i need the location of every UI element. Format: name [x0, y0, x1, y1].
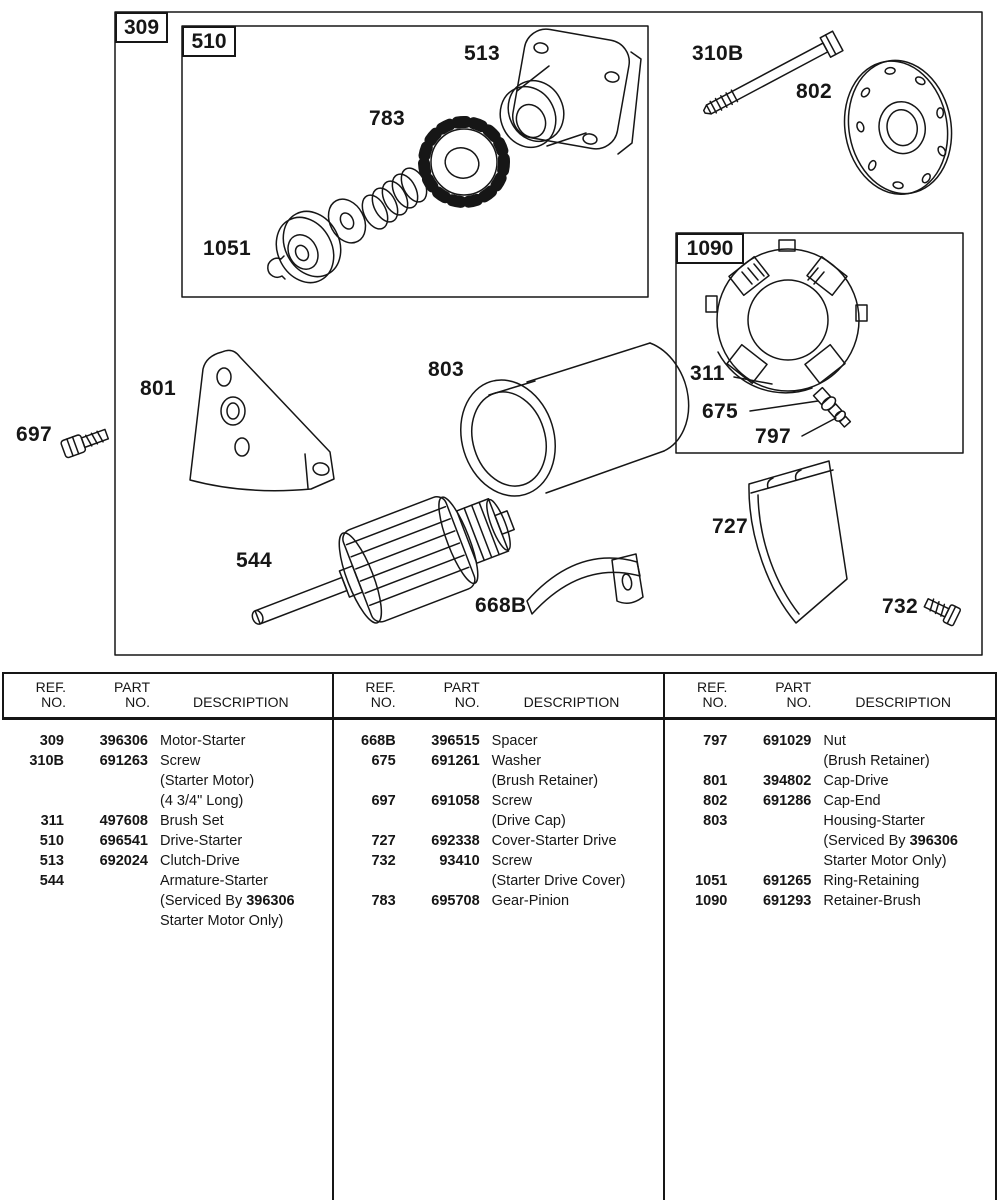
table-header: [665, 674, 995, 720]
terminal-stud-drawing: [812, 386, 853, 429]
table-header: [334, 674, 664, 720]
ref-no-header-line2: NO.: [702, 694, 728, 710]
description-cell: Screw (Starter Motor) (4 3/4" Long): [160, 753, 255, 809]
table-row: [2, 731, 332, 751]
gear-pinion-drawing: [424, 122, 504, 202]
spacer-drawing: [527, 554, 643, 614]
part-no-cell: 695708: [431, 893, 480, 909]
description-header: DESCRIPTION: [523, 694, 620, 710]
table-row: [665, 791, 995, 811]
part-no-header: PART: [443, 679, 480, 695]
ref-no-cell: 675: [371, 753, 396, 769]
part-no-cell: 691263: [99, 753, 148, 769]
ref-no-header-line2: NO.: [370, 694, 396, 710]
callout-668b: 668B: [475, 594, 527, 617]
description-cell: Retainer-Brush: [823, 893, 921, 909]
ref-no-header: REF.: [35, 679, 66, 695]
table-row: [665, 731, 995, 771]
clutch-drive-drawing: [490, 26, 641, 157]
ref-no-header: REF.: [697, 679, 728, 695]
housing-drawing: [447, 343, 689, 508]
description-cell: Ring-Retaining: [823, 873, 920, 889]
description-cell: Screw (Starter Drive Cover): [491, 853, 626, 889]
ref-no-cell: 311: [40, 813, 64, 829]
ref-no-header-line2: NO.: [41, 694, 66, 710]
description-cell: Washer (Brush Retainer): [491, 753, 599, 789]
part-no-header: PART: [775, 679, 812, 695]
table-row: [2, 871, 332, 931]
description-cell: Armature-Starter (Serviced By 396306 Starter Motor Only): [160, 873, 295, 929]
callout-311: 311: [690, 362, 725, 385]
part-no-header: PART: [113, 679, 150, 695]
callout-544: 544: [236, 549, 272, 572]
description-cell: Screw (Drive Cap): [491, 793, 566, 829]
ref-no-cell: 1090: [695, 893, 728, 909]
ref-no-cell: 802: [703, 793, 728, 809]
table-row: [665, 771, 995, 791]
table-rows: [334, 720, 664, 911]
part-no-cell: 691058: [431, 793, 480, 809]
ref-no-cell: 510: [39, 833, 64, 849]
part-no-cell: 696541: [99, 833, 148, 849]
part-no-cell: 691293: [762, 893, 812, 909]
ref-no-cell: 727: [371, 833, 396, 849]
description-cell: Cap-End: [823, 793, 881, 809]
parts-column: [334, 674, 666, 1200]
drive-assembly-box: [182, 26, 648, 297]
cap-drive-drawing: [190, 350, 334, 490]
description-cell: Brush Set: [160, 813, 224, 829]
table-header: [2, 674, 332, 720]
table-row: [334, 851, 664, 891]
part-no-cell: 691029: [762, 733, 812, 749]
part-no-cell: 396515: [431, 733, 480, 749]
ref-no-cell: 668B: [361, 733, 396, 749]
part-no-cell: 692338: [431, 833, 480, 849]
description-cell: Motor-Starter: [160, 733, 246, 749]
table-row: [334, 751, 664, 791]
description-cell: Spacer: [491, 733, 538, 749]
callout-797: 797: [755, 425, 791, 448]
table-row: [334, 731, 664, 751]
description-header: DESCRIPTION: [855, 694, 952, 710]
parts-table: [2, 672, 997, 1200]
ref-no-cell: 801: [703, 773, 728, 789]
callout-513: 513: [464, 42, 500, 65]
callout-697: 697: [16, 423, 52, 446]
part-no-cell: 396306: [99, 733, 148, 749]
table-row: [2, 851, 332, 871]
description-cell: Cap-Drive: [823, 773, 889, 789]
starter-drive-cover-drawing: [749, 461, 847, 623]
description-cell: Nut (Brush Retainer): [823, 733, 930, 769]
callout-310b: 310B: [692, 42, 744, 65]
table-row: [665, 871, 995, 891]
callout-783: 783: [369, 107, 405, 130]
parts-column: [2, 674, 334, 1200]
table-rows: [2, 720, 332, 931]
table-row: [665, 891, 995, 911]
armature-drawing: [235, 474, 528, 662]
part-no-cell: [727, 811, 811, 871]
description-header: DESCRIPTION: [192, 694, 289, 710]
ref-no-header: REF.: [365, 679, 396, 695]
part-no-header-line2: NO.: [125, 694, 150, 710]
callout-801: 801: [140, 377, 176, 400]
cap-end-drawing: [834, 52, 962, 202]
description-cell: Cover-Starter Drive: [491, 833, 617, 849]
ref-no-cell: 803: [703, 813, 728, 829]
description-cell: Housing-Starter (Serviced By 396306 Starter Motor Only): [823, 813, 958, 869]
ref-no-cell: 783: [371, 893, 396, 909]
retaining-ring-drawing: [268, 256, 285, 279]
callout-732: 732: [882, 595, 918, 618]
table-row: [2, 811, 332, 831]
description-cell: Drive-Starter: [160, 833, 243, 849]
table-row: [334, 831, 664, 851]
callout-1051: 1051: [203, 237, 251, 260]
part-no-cell: 691286: [762, 793, 812, 809]
drive-cap-screw-drawing: [60, 426, 109, 459]
part-no-cell: 692024: [99, 853, 148, 869]
ref-no-cell: 310B: [29, 753, 64, 769]
callout-803: 803: [428, 358, 464, 381]
part-no-cell: 691265: [762, 873, 812, 889]
drive-pulley-drawing: [265, 201, 352, 292]
callout-675: 675: [702, 400, 738, 423]
ref-no-cell: 1051: [695, 873, 728, 889]
washer-drawing: [321, 193, 373, 250]
part-no-header-line2: NO.: [454, 694, 480, 710]
cover-screw-drawing: [922, 594, 961, 626]
part-no-cell: [64, 871, 148, 931]
table-row: [665, 811, 995, 871]
section-label-1090: 1090: [676, 233, 744, 264]
ref-no-cell: 544: [39, 873, 64, 889]
ref-no-cell: 309: [39, 733, 64, 749]
ref-no-cell: 797: [703, 733, 728, 749]
ref-no-cell: 732: [371, 853, 396, 869]
part-no-cell: 497608: [99, 813, 148, 829]
table-row: [2, 831, 332, 851]
part-no-cell: 691261: [431, 753, 480, 769]
section-label-510: 510: [182, 26, 236, 57]
description-cell: Gear-Pinion: [491, 893, 570, 909]
description-cell: Clutch-Drive: [160, 853, 240, 869]
table-row: [334, 891, 664, 911]
table-row: [334, 791, 664, 831]
part-no-cell: 93410: [439, 853, 480, 869]
callout-727: 727: [712, 515, 748, 538]
part-no-header-line2: NO.: [786, 694, 812, 710]
section-label-309: 309: [115, 12, 168, 43]
ref-no-cell: 513: [39, 853, 64, 869]
parts-column: [665, 674, 997, 1200]
table-rows: [665, 720, 995, 911]
part-no-cell: 394802: [762, 773, 812, 789]
callout-802: 802: [796, 80, 832, 103]
table-row: [2, 751, 332, 811]
ref-no-cell: 697: [371, 793, 396, 809]
